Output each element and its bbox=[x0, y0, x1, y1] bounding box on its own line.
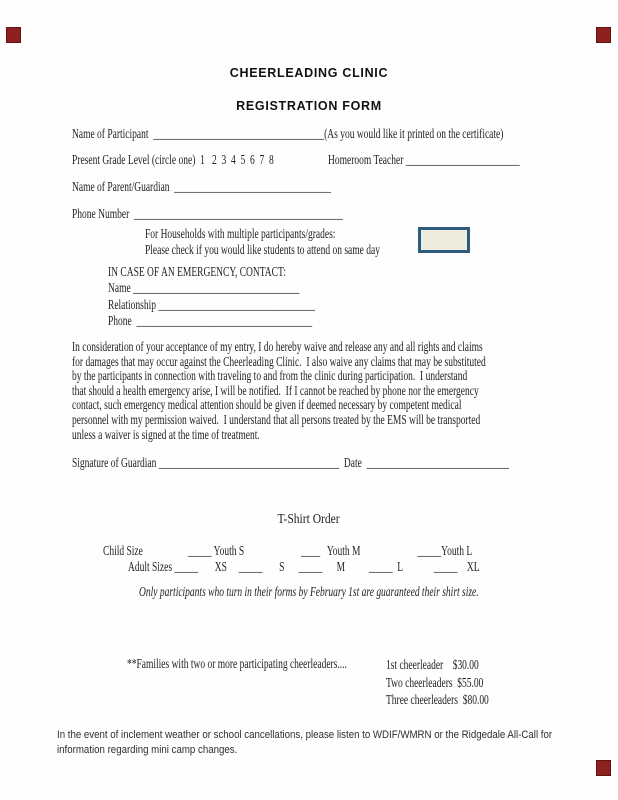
corner-marker-bottom-right bbox=[596, 760, 611, 776]
waiver-text: In consideration of your acceptance of my entry, I do hereby waive and release any and all rights and claims for damages that may occur against the Cheerleading Clinic. I also waive any claims that may be substituted by the participants in connection with traveling to and from the clinic during participation. I understand that should a health emergency arise, I will be notified. If I cannot be reached by phone nor the emergency contact, such emergency medical attention should be given if deemed necessary by competent medical personnel with my permission waived. I understand that all persons treated by the EMS will be transported unless a waiver is signed at the time of treatment. bbox=[72, 339, 486, 442]
emergency-contact-lines: IN CASE OF AN EMERGENCY, CONTACT: Name ___________________________________ Relationship _________________________________ Phone _____________________________________ bbox=[108, 264, 316, 328]
participant-name-row bbox=[72, 126, 618, 142]
emergency-contact-block bbox=[108, 264, 396, 329]
phone-number-row bbox=[72, 206, 448, 222]
tshirt-order-heading-wrap bbox=[0, 511, 618, 527]
weather-cancellation-text: In the event of inclement weather or school cancellations, please listen to WDIF/WMRN or the Ridgedale All-Call for information regarding mini camp changes. bbox=[57, 729, 553, 756]
waiver-paragraph bbox=[72, 340, 618, 442]
doc-subtitle: REGISTRATION FORM bbox=[236, 99, 382, 113]
corner-marker-top-right bbox=[596, 27, 611, 43]
same-day-checkbox[interactable] bbox=[418, 227, 470, 253]
weather-cancellation-note bbox=[57, 728, 618, 758]
signature-date-row bbox=[72, 455, 618, 471]
participant-name-line: Name of Participant ____________________________________(As you would like it printed on the certificate) bbox=[72, 126, 504, 141]
pricing-rows-text: 1st cheerleader $30.00 Two cheerleaders $55.00 Three cheerleaders $80.00 bbox=[386, 657, 489, 707]
pricing-label: **Families with two or more participating cheerleaders.... bbox=[127, 656, 347, 671]
household-note-line2: Please check if you would like students to attend on same day bbox=[145, 242, 380, 258]
corner-marker-top-left bbox=[6, 27, 21, 43]
tshirt-child-line: Child Size _____ Youth S ____ Youth M _____Youth L bbox=[103, 543, 473, 558]
grade-level-row bbox=[72, 152, 552, 168]
homeroom-teacher-field: Homeroom Teacher ________________________ bbox=[328, 152, 520, 167]
doc-title: CHEERLEADING CLINIC bbox=[229, 66, 389, 80]
tshirt-order-heading: T-Shirt Order bbox=[277, 511, 341, 526]
tshirt-note: Only participants who turn in their forms by February 1st are guaranteed their shirt size. bbox=[139, 584, 479, 599]
tshirt-adult-line: Adult Sizes _____ XS _____ S _____ M _____ L _____ XL bbox=[128, 559, 480, 574]
parent-guardian-row bbox=[72, 179, 432, 195]
pricing-rows bbox=[386, 656, 529, 709]
tshirt-child-row bbox=[103, 543, 616, 559]
grade-level-line: Present Grade Level (circle one) 1 2 3 4 5 6 7 8 bbox=[72, 152, 274, 167]
tshirt-note-wrap bbox=[0, 584, 618, 600]
tshirt-adult-row bbox=[128, 559, 616, 575]
household-note-line1: For Households with multiple participants/grades: bbox=[145, 226, 336, 241]
phone-number-line: Phone Number ____________________________________________ bbox=[72, 206, 343, 221]
parent-guardian-line: Name of Parent/Guardian _________________________________ bbox=[72, 179, 331, 194]
signature-date-line: Signature of Guardian ______________________________________ Date ______________________________ bbox=[72, 455, 510, 470]
